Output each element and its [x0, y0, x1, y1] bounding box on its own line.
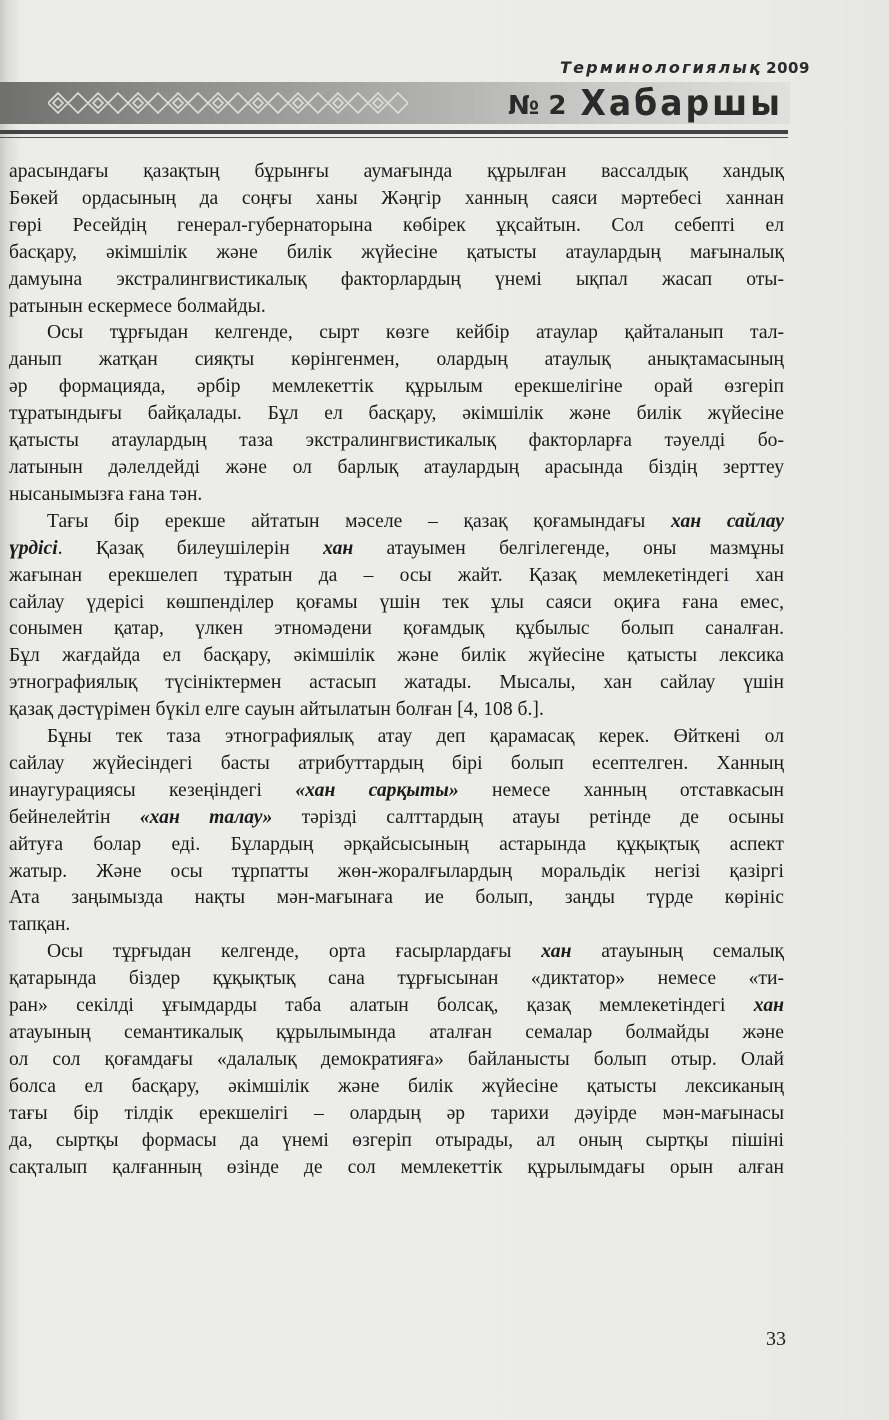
term-emphasis: хан — [753, 995, 784, 1017]
paragraph-4 — [9, 724, 784, 939]
text-line: Бұл жағдайда ел басқару, әкімшілік және билік жүйесіне қатысты лексика — [9, 645, 784, 667]
text-line: болса ел басқару, әкімшілік және билік жүйесіне қатысты лексиканың — [9, 1075, 784, 1097]
text-run: бейнелейтін — [9, 806, 140, 828]
journal-header — [560, 58, 810, 77]
text-line: қатарында біздер құқықтық сана тұрғысынан «диктатор» немесе «ти- — [9, 968, 784, 990]
text-line: нысанымызға ғана тән. — [9, 483, 203, 505]
text-line: дамуына экстралингвистикалық факторлардың үнемі ықпал жасап оты- — [9, 268, 784, 290]
text-line: данып жатқан сияқты көрінгенмен, олардың атаулық анықтамасының — [9, 349, 784, 371]
term-emphasis: хан — [323, 537, 354, 559]
term-emphasis: «хан сарқыты» — [295, 779, 459, 801]
text-line: қазақ дәстүрімен бүкіл елге сауын айтылатын болған [4, 108 б.]. — [9, 699, 544, 721]
text-line — [9, 805, 784, 832]
journal-title: Хабаршы — [580, 81, 783, 124]
text-line: сайлау жүйесіндегі басты атрибуттардың бірі болып есептелген. Ханның — [9, 752, 784, 774]
text-line: да, сыртқы формасы да үнемі өзгеріп отырады, ал оның сыртқы пішіні — [9, 1129, 784, 1151]
term-emphasis: «хан талау» — [139, 806, 273, 828]
text-line: арасындағы қазақтың бұрынғы аумағында құрылған вассалдық хандық — [9, 161, 784, 182]
header-rule-thin — [0, 137, 788, 138]
text-run: . Қазақ билеушілерін — [57, 537, 324, 559]
text-run: немесе ханның отставкасын — [458, 779, 784, 801]
text-run: атауының семалық — [571, 941, 785, 963]
journal-name: Терминологиялық — [560, 58, 763, 77]
text-line: ратынын ескермесе болмайды. — [9, 295, 266, 317]
text-line: латынын дәлелдейді және ол барлық атаулардың арасында біздің зерттеу — [9, 456, 784, 478]
text-line — [9, 509, 784, 536]
text-line: жатыр. Және осы тұрпатты жөн-жоралғылардың моральдік негізі қазіргі — [9, 860, 784, 882]
text-line: әр формацияда, әрбір мемлекеттік құрылым ерекшелігіне орай өзгеріп — [9, 376, 784, 398]
text-line — [9, 778, 784, 805]
paragraph-2 — [9, 320, 784, 508]
term-emphasis: хан сайлау — [670, 510, 784, 532]
text-line: гөрі Ресейдің генерал-губернаторына көбірек ұқсайтын. Сол себепті ел — [9, 214, 784, 236]
text-run: Осы тұрғыдан келгенде, орта ғасырлардағы — [47, 941, 542, 963]
ornament-pattern — [48, 86, 408, 120]
text-run: тәрізді салттардың атауы ретінде де осыны — [272, 806, 784, 828]
journal-year: 2009 — [766, 59, 810, 77]
text-line: Бөкей ордасының да соңғы ханы Жәңгір ханның саяси мәртебесі ханнан — [9, 187, 784, 209]
paragraph-5 — [9, 939, 784, 1181]
issue-number: № 2 — [508, 91, 567, 121]
text-line — [9, 939, 784, 966]
text-line: Ата заңымызда нақты мән-мағынаға ие болып, заңды түрде көрініс — [9, 887, 784, 909]
text-run: атауымен белгілегенде, оны мазмұны — [353, 537, 784, 559]
issue-title — [508, 83, 783, 122]
text-line: этнографиялық түсініктермен астасып жатады. Мысалы, хан сайлау үшін — [9, 672, 784, 694]
page-number: 33 — [766, 1328, 786, 1350]
text-run: Тағы бір ерекше айтатын мәселе – қазақ қоғамындағы — [47, 510, 671, 532]
header-rule-thick — [0, 130, 788, 134]
text-line: сақталып қалғанның өзінде де сол мемлекеттік құрылымдағы орын алған — [9, 1156, 784, 1178]
term-emphasis: үрдісі — [9, 537, 58, 559]
text-line: айтуға болар еді. Бұлардың әрқайсысының астарында құқықтық аспект — [9, 833, 784, 855]
text-run: ран» секілді ұғымдарды таба алатын болсақ, қазақ мемлекетіндегі — [9, 995, 754, 1017]
text-line — [9, 536, 784, 563]
text-line: сонымен қатар, үлкен этномәдени қоғамдық құбылыс болып саналған. — [9, 618, 784, 640]
text-line: қатысты атаулардың таза экстралингвистикалық факторларға тәуелді бо- — [9, 430, 784, 452]
text-line: сайлау үдерісі көшпенділер қоғамы үшін тек ұлы саяси оқиға ғана емес, — [9, 591, 784, 613]
text-line: Бұны тек таза этнографиялық атау деп қарамасақ керек. Өйткені ол — [47, 726, 784, 748]
text-run: инаугурациясы кезеңіндегі — [9, 779, 296, 801]
text-line: тұратындығы байқалады. Бұл ел басқару, әкімшілік және билік жүйесіне — [9, 403, 784, 425]
text-line: басқару, әкімшілік және билік жүйесіне қатысты атаулардың мағыналық — [9, 241, 784, 263]
body-text — [9, 159, 784, 1181]
text-line: тағы бір тілдік ерекшелігі – олардың әр тарихи дәуірде мән-мағынасы — [9, 1102, 784, 1124]
text-line: атауының семантикалық құрылымында аталған семалар болмайды және — [9, 1022, 784, 1043]
paragraph-3 — [9, 509, 784, 724]
text-line: жағынан ерекшелеп тұратын да – осы жайт. Қазақ мемлекетіндегі хан — [9, 564, 784, 586]
text-line: ол сол қоғамдағы «далалық демократияға» байланысты болып отыр. Олай — [9, 1048, 784, 1070]
text-line — [9, 993, 784, 1020]
text-line: тапқан. — [9, 914, 71, 936]
text-line: Осы тұрғыдан келгенде, сырт көзге кейбір атаулар қайталанып тал- — [47, 322, 784, 344]
paragraph-1 — [9, 159, 784, 320]
term-emphasis: хан — [541, 941, 572, 963]
